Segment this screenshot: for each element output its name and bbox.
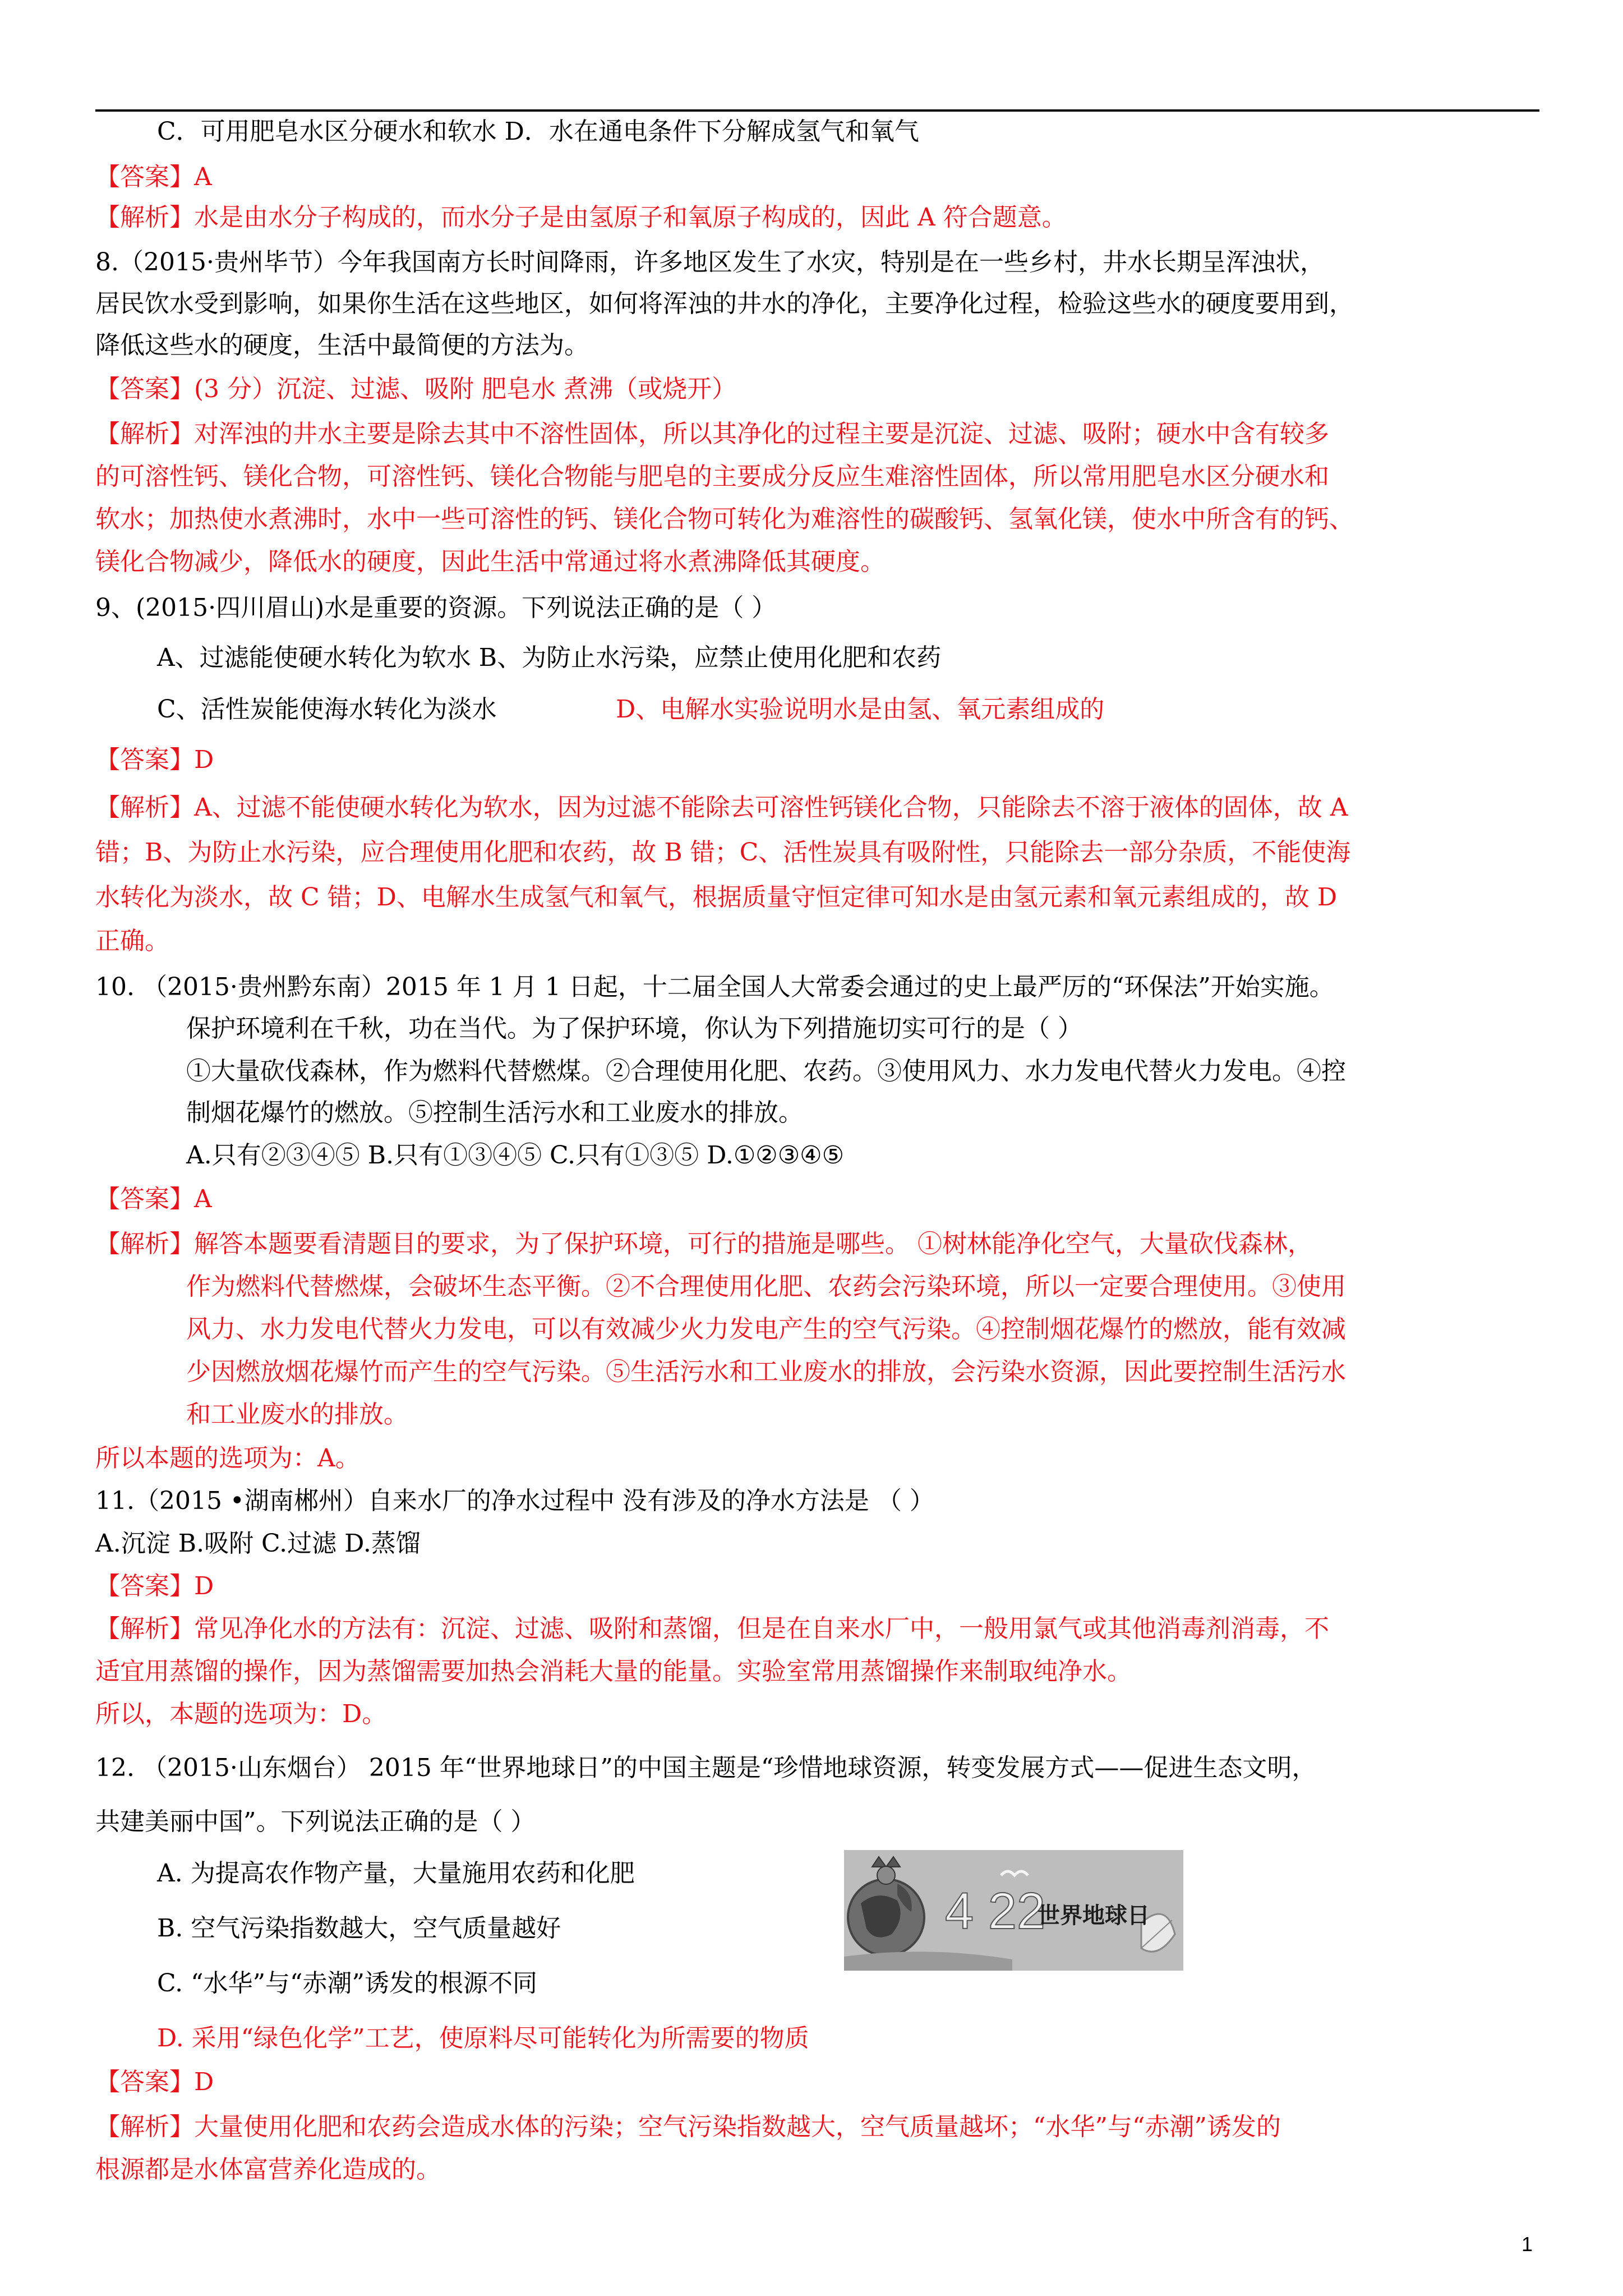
text-line-l14a: C、活性炭能使海水转化为淡水 <box>157 695 497 724</box>
text-line-l24: A.只有②③④⑤ B.只有①③④⑤ C.只有①③⑤ D.①②③④⑤ <box>186 1141 845 1170</box>
text-line-l11: 镁化合物减少，降低水的硬度，因此生活中常通过将水煮沸降低其硬度。 <box>95 547 885 576</box>
text-line-l38: 12. （2015·山东烟台） 2015 年“世界地球日”的中国主题是“珍惜地球资源，转变发展方式——促进生态文明， <box>95 1754 1317 1782</box>
text-line-l29: 少因燃放烟花爆竹而产生的空气污染。⑤生活污水和工业废水的排放，会污染水资源，因此要控制生活污水 <box>186 1358 1346 1386</box>
text-line-l27: 作为燃料代替燃煤，会破坏生态平衡。②不合理使用化肥、农药会污染环境，所以一定要合理使用。③使用 <box>186 1272 1346 1301</box>
text-line-l17: 错；B、为防止水污染，应合理使用化肥和农药，故 B 错；C、活性炭具有吸附性，只能除去一部分杂质，不能使海 <box>95 838 1351 867</box>
text-line-l37: 所以，本题的选项为：D。 <box>95 1700 387 1728</box>
text-line-l34: 【答案】D <box>95 1572 214 1600</box>
text-line-l13: A、过滤能使硬水转化为软水 B、为防止水污染，应禁止使用化肥和农药 <box>157 643 942 672</box>
text-line-l18: 水转化为淡水，故 C 错；D、电解水生成氢气和氧气，根据质量守恒定律可知水是由氢元素和氧元素组成的，故 D <box>95 883 1338 912</box>
text-line-l33: A.沉淀 B.吸附 C.过滤 D.蒸馏 <box>95 1529 421 1558</box>
text-line-l32: 11.（2015 •湖南郴州）自来水厂的净水过程中 没有涉及的净水方法是 （ ） <box>95 1487 934 1515</box>
text-line-l42: C. “水华”与“赤潮”诱发的根源不同 <box>157 1969 538 1998</box>
earth-day-caption: 世界地球日 <box>1038 1903 1150 1929</box>
text-line-l40: A. 为提高农作物产量，大量施用农药和化肥 <box>157 1859 635 1888</box>
text-line-l26: 【解析】解答本题要看清题目的要求，为了保护环境，可行的措施是哪些。 ①树林能净化空气，大量砍伐森林， <box>95 1230 1312 1258</box>
earth-day-date: 4 22 <box>945 1883 1046 1940</box>
text-line-l23: 制烟花爆竹的燃放。⑤控制生活污水和工业废水的排放。 <box>186 1098 803 1127</box>
text-line-l12: 9、(2015·四川眉山)水是重要的资源。下列说法正确的是（ ） <box>95 593 777 622</box>
text-line-l6: 降低这些水的硬度，生活中最简便的方法为。 <box>95 331 589 360</box>
text-line-l22: ①大量砍伐森林，作为燃料代替燃煤。②合理使用化肥、农药。③使用风力、水力发电代替火力发电。④控 <box>186 1057 1346 1085</box>
text-line-l9: 的可溶性钙、镁化合物，可溶性钙、镁化合物能与肥皂的主要成分反应生难溶性固体，所以常用肥皂水区分硬水和 <box>95 462 1329 491</box>
text-line-l21: 保护环境利在千秋，功在当代。为了保护环境，你认为下列措施切实可行的是（ ） <box>186 1014 1082 1043</box>
header-rule <box>95 109 1539 112</box>
text-line-l25: 【答案】A <box>95 1185 212 1213</box>
text-line-l28: 风力、水力发电代替火力发电，可以有效减少火力发电产生的空气污染。④控制烟花爆竹的燃放，能有效减 <box>186 1315 1346 1343</box>
text-line-l35: 【解析】常见净化水的方法有：沉淀、过滤、吸附和蒸馏，但是在自来水厂中，一般用氯气或其他消毒剂消毒，不 <box>95 1614 1329 1643</box>
page-number: 1 <box>1521 2233 1533 2256</box>
text-line-l16: 【解析】A、过滤不能使硬水转化为软水，因为过滤不能除去可溶性钙镁化合物，只能除去不溶于液体的固体，故 A <box>95 793 1348 822</box>
text-line-l4: 8.（2015·贵州毕节）今年我国南方长时间降雨，许多地区发生了水灾，特别是在一些乡村，井水长期呈浑浊状， <box>95 248 1325 277</box>
text-line-l44: 【答案】D <box>95 2068 214 2096</box>
text-line-l46: 根源都是水体富营养化造成的。 <box>95 2155 441 2184</box>
text-line-l1: C．可用肥皂水区分硬水和软水 D．水在通电条件下分解成氢气和氧气 <box>157 117 919 146</box>
text-line-l20: 10. （2015·贵州黔东南）2015 年 1 月 1 日起，十二届全国人大常委会通过的史上最严厉的“环保法”开始实施。 <box>95 973 1334 1001</box>
text-line-l41: B. 空气污染指数越大，空气质量越好 <box>157 1914 561 1943</box>
text-line-l8: 【解析】对浑浊的井水主要是除去其中不溶性固体，所以其净化的过程主要是沉淀、过滤、吸附；硬水中含有较多 <box>95 420 1329 448</box>
earth-day-illustration <box>844 1850 1183 1971</box>
text-line-l30: 和工业废水的排放。 <box>186 1400 408 1429</box>
text-line-l14b: D、电解水实验说明水是由氢、氧元素组成的 <box>616 695 1105 724</box>
text-line-l36: 适宜用蒸馏的操作，因为蒸馏需要加热会消耗大量的能量。实验室常用蒸馏操作来制取纯净水。 <box>95 1657 1132 1686</box>
text-line-l15: 【答案】D <box>95 746 214 774</box>
text-line-l7: 【答案】(3 分）沉淀、过滤、吸附 肥皂水 煮沸（或烧开） <box>95 375 737 403</box>
text-line-l19: 正确。 <box>95 927 169 955</box>
text-line-l43: D. 采用“绿色化学”工艺，使原料尽可能转化为所需要的物质 <box>157 2024 809 2053</box>
text-line-l31: 所以本题的选项为：A。 <box>95 1444 360 1473</box>
text-line-l10: 软水；加热使水煮沸时，水中一些可溶性的钙、镁化合物可转化为难溶性的碳酸钙、氢氧化镁，使水中所含有的钙、 <box>95 505 1354 533</box>
text-line-l2: 【答案】A <box>95 163 212 191</box>
text-line-l3: 【解析】水是由水分子构成的，而水分子是由氢原子和氧原子构成的，因此 A 符合题意。 <box>95 203 1067 232</box>
earth-day-graphic <box>844 1850 1183 1971</box>
text-line-l45: 【解析】大量使用化肥和农药会造成水体的污染；空气污染指数越大，空气质量越坏；“水华”与“赤潮”诱发的 <box>95 2113 1281 2141</box>
text-line-l5: 居民饮水受到影响，如果你生活在这些地区，如何将浑浊的井水的净化，主要净化过程，检验这些水的硬度要用到， <box>95 289 1354 318</box>
text-line-l39: 共建美丽中国”。下列说法正确的是（ ） <box>95 1807 536 1836</box>
